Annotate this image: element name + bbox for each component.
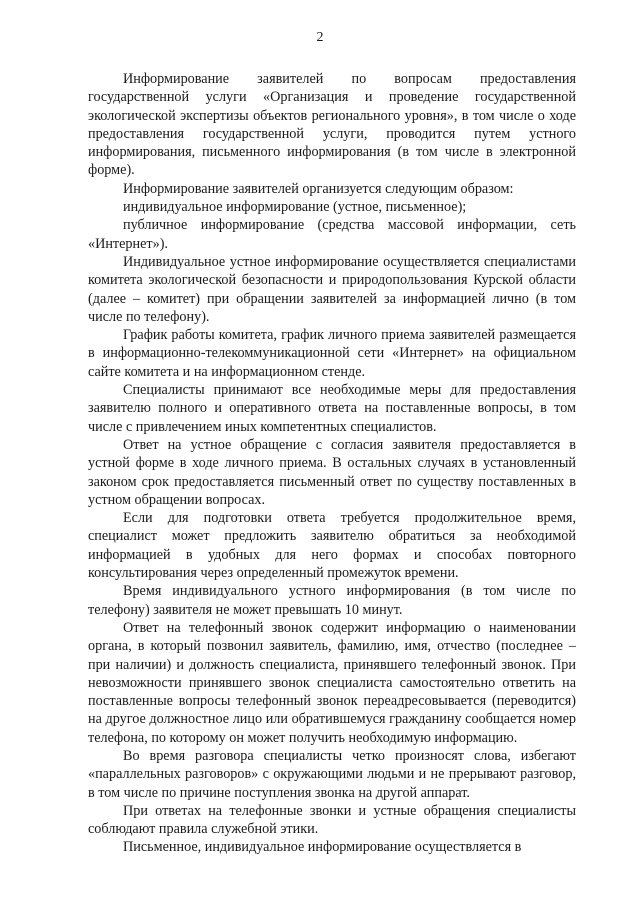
paragraph: При ответах на телефонные звонки и устные обращения специалисты соблюдают правила служебной этики. xyxy=(88,802,576,838)
paragraph: Время индивидуального устного информирования (в том числе по телефону) заявителя не может превышать 10 минут. xyxy=(88,583,576,618)
paragraph: Информирование заявителей организуется следующим образом: xyxy=(123,180,514,197)
paragraph: Если для подготовки ответа требуется продолжительное время, специалист может предложить заявителю обратиться за необходимой информацией в удобных для него формах и способах повторного консультирования через определенный промежуток времени. xyxy=(88,510,576,582)
paragraph: Во время разговора специалисты четко произносят слова, избегают «параллельных разговоров» с окружающими людьми и не прерывают разговор, в том числе по причине поступления звонка на другой аппарат. xyxy=(88,747,576,801)
paragraph: Специалисты принимают все необходимые меры для предоставления заявителю полного и оперативного ответа на поставленные вопросы, в том числе с привлечением иных компетентных специалистов. xyxy=(88,382,576,435)
paragraph: Ответ на устное обращение с согласия заявителя предоставляется в устной форме в ходе личного приема. В остальных случаях в установленный законом срок предоставляется письменный ответ по существу поставленных в устном обращении вопросах. xyxy=(88,436,576,508)
paragraph: Ответ на телефонный звонок содержит информацию о наименовании органа, в который позвонил заявитель, фамилию, имя, отчество (последнее – при наличии) и должность специалиста, принявшего телефонный звонок. При невозможности принявшего звонок специалиста самостоятельно ответить на поставленные вопросы телефонный звонок переадресовывается (переводится) на другое должностное лицо или обратившемуся гражданину сообщается номер телефона, по которому он может получить необходимую информацию. xyxy=(88,619,576,746)
paragraph: График работы комитета, график личного приема заявителей размещается в информационно-телекоммуникационной сети «Интернет» на официальном сайте комитета и на информационном стенде. xyxy=(88,327,576,380)
paragraph: Индивидуальное устное информирование осуществляется специалистами комитета экологической безопасности и природопользования Курской области (далее – комитет) при обращении заявителей за информацией лично (в том числе по телефону). xyxy=(88,253,576,325)
body-text xyxy=(88,70,576,857)
paragraph: индивидуальное информирование (устное, письменное); xyxy=(123,199,467,216)
page-number: 2 xyxy=(316,30,324,45)
paragraph: Информирование заявителей по вопросам предоставления государственной услуги «Организация и проведение государственной экологической экспертизы объектов регионального уровня», в том числе о ходе предоставления государственной услуги, проводится путем устного информирования, письменного информирования (в том числе в электронной форме). xyxy=(88,71,576,179)
paragraph: Письменное, индивидуальное информирование осуществляется в xyxy=(123,839,522,856)
paragraph: публичное информирование (средства массовой информации, сеть «Интернет»). xyxy=(88,217,576,252)
